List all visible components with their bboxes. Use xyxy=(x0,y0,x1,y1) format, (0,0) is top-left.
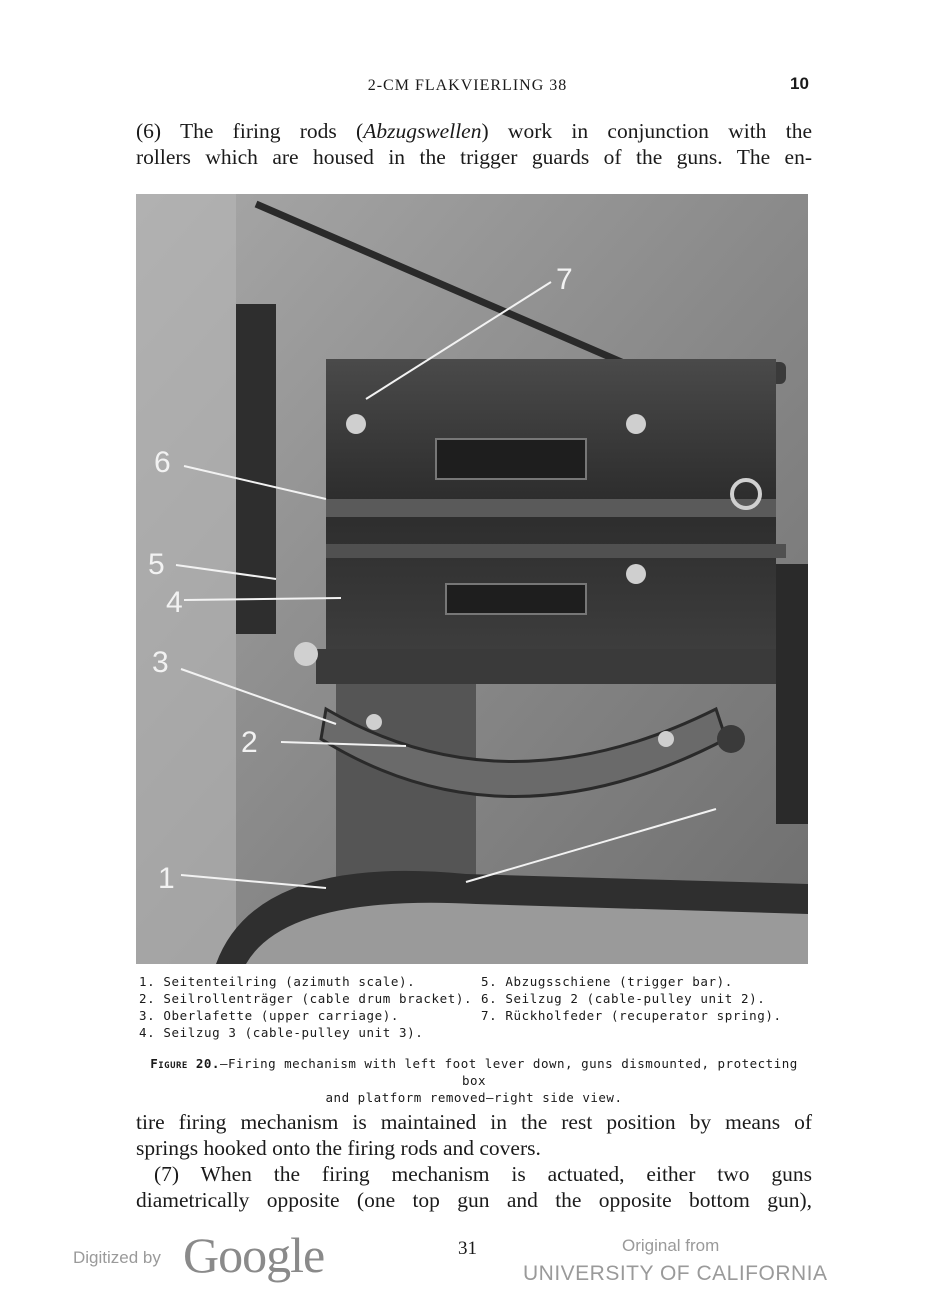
continuation-line-3: (7) When the firing mechanism is actuated, either two guns xyxy=(154,1162,812,1186)
callout-6: 6 xyxy=(154,446,171,479)
callout-4: 4 xyxy=(166,586,183,619)
continuation-line-2: springs hooked onto the firing rods and covers. xyxy=(136,1136,541,1160)
digitized-by-label: Digitized by xyxy=(73,1248,161,1267)
continuation-text xyxy=(136,1109,812,1213)
legend-item: 6. Seilzug 2 (cable-pulley unit 2). xyxy=(481,991,766,1006)
callout-3: 3 xyxy=(152,646,169,679)
paragraph-6-line-2: rollers which are housed in the trigger guards of the guns. The en- xyxy=(136,145,812,169)
chapter-number: 10 xyxy=(790,74,809,93)
callout-7: 7 xyxy=(556,263,573,296)
page-number: 31 xyxy=(458,1238,477,1259)
german-term: Abzugswellen xyxy=(363,119,482,143)
google-logo: Google xyxy=(183,1227,325,1283)
continuation-line-4: diametrically opposite (one top gun and the opposite bottom gun), xyxy=(136,1188,812,1212)
callout-5: 5 xyxy=(148,548,165,581)
running-title: 2-CM FLAKVIERLING 38 xyxy=(367,77,568,94)
callout-2: 2 xyxy=(241,726,258,759)
legend-left xyxy=(139,973,472,1041)
legend-item: 3. Oberlafette (upper carriage). xyxy=(139,1008,400,1023)
continuation-line-1: tire firing mechanism is maintained in the rest position by means of xyxy=(136,1110,812,1134)
legend-item: 2. Seilrollenträger (cable drum bracket). xyxy=(139,991,473,1006)
legend-item: 1. Seitenteilring (azimuth scale). xyxy=(139,974,416,989)
legend-item: 4. Seilzug 3 (cable-pulley unit 3). xyxy=(139,1025,424,1040)
callout-1: 1 xyxy=(158,862,175,895)
caption-line-1: —Firing mechanism with left foot lever down, guns dismounted, protecting box xyxy=(219,1056,798,1088)
figure-photo xyxy=(136,194,808,964)
paragraph-6-line-1: (6) The firing rods (Abzugswellen) work in conjunction with the xyxy=(136,119,812,143)
original-from-label: Original from xyxy=(622,1236,720,1255)
figure-caption xyxy=(136,1055,812,1106)
legend-right xyxy=(481,973,782,1024)
legend-item: 7. Rückholfeder (recuperator spring). xyxy=(481,1008,782,1023)
figure-label: Figure 20. xyxy=(150,1056,220,1071)
legend-item: 5. Abzugsschiene (trigger bar). xyxy=(481,974,733,989)
paragraph-6 xyxy=(136,118,812,170)
caption-line-2: and platform removed—right side view. xyxy=(325,1090,623,1105)
institution-label: UNIVERSITY OF CALIFORNIA xyxy=(523,1262,828,1285)
